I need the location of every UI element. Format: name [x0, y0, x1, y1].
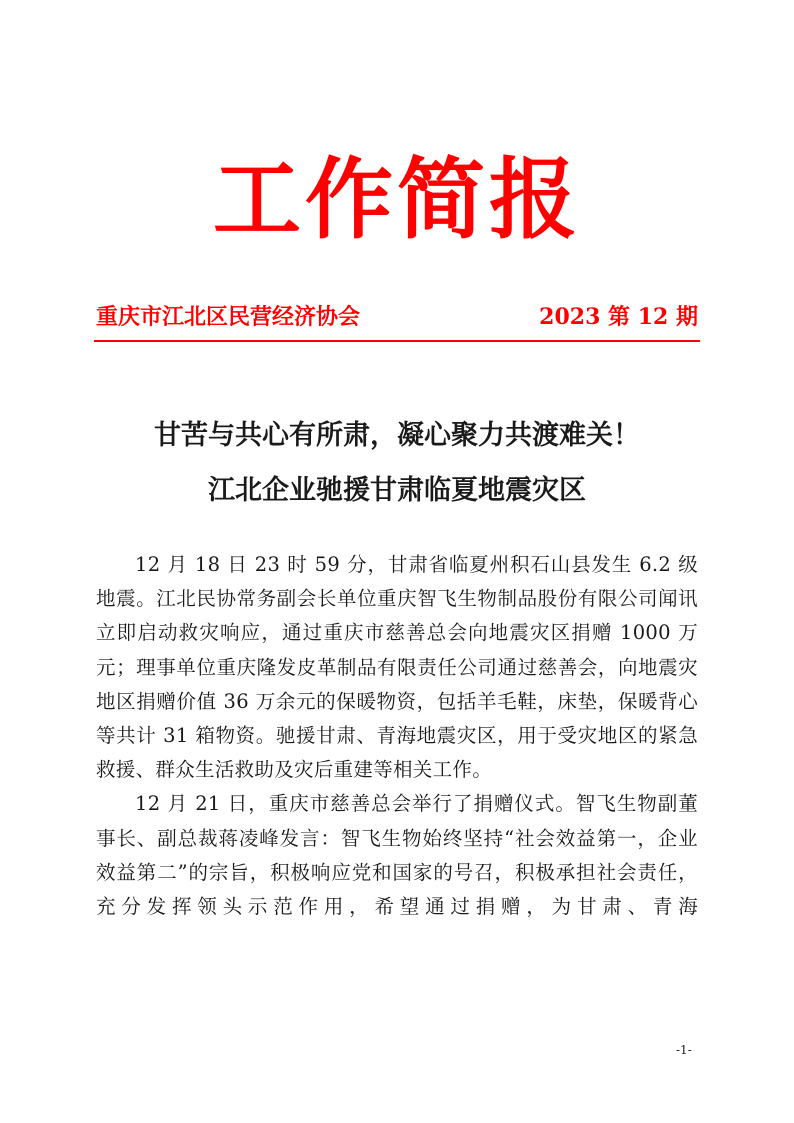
header-divider	[94, 340, 700, 342]
page-number: -1-	[676, 1043, 692, 1057]
article-title-line-2: 江北企业驰援甘肃临夏地震灾区	[208, 475, 586, 506]
issuing-organization: 重庆市江北区民营经济协会	[96, 304, 361, 330]
article-body	[96, 548, 698, 924]
paragraph: 12 月 21 日，重庆市慈善总会举行了捐赠仪式。智飞生物副董事长、副总裁蒋凌峰发言：智飞生物始终坚持“社会效益第一，企业效益第二”的宗旨，积极响应党和国家的号召，积极承担社会责任，充分发挥领头示范作用，希望通过捐赠，为甘肃、青海	[96, 792, 698, 919]
issue-number: 2023 第 12 期	[539, 304, 698, 330]
article-title-line-1: 甘苦与共心有所肃，凝心聚力共渡难关！	[154, 420, 640, 451]
masthead-title: 工作简报	[212, 148, 581, 251]
paragraph: 12 月 18 日 23 时 59 分，甘肃省临夏州积石山县发生 6.2 级地震。江北民协常务副会长单位重庆智飞生物制品股份有限公司闻讯立即启动救灾响应，通过重庆市慈善总会向地震灾区捐赠 1000 万元；理事单位重庆隆发皮革制品有限责任公司通过慈善会，向地震灾地区捐赠价值 36 万余元的保暖物资，包括羊毛鞋，床垫，保暖背心等共计 31 箱物资。驰援甘肃、青海地震灾区，用于受灾地区的紧急救援、群众生活救助及灾后重建等相关工作。	[96, 553, 698, 782]
